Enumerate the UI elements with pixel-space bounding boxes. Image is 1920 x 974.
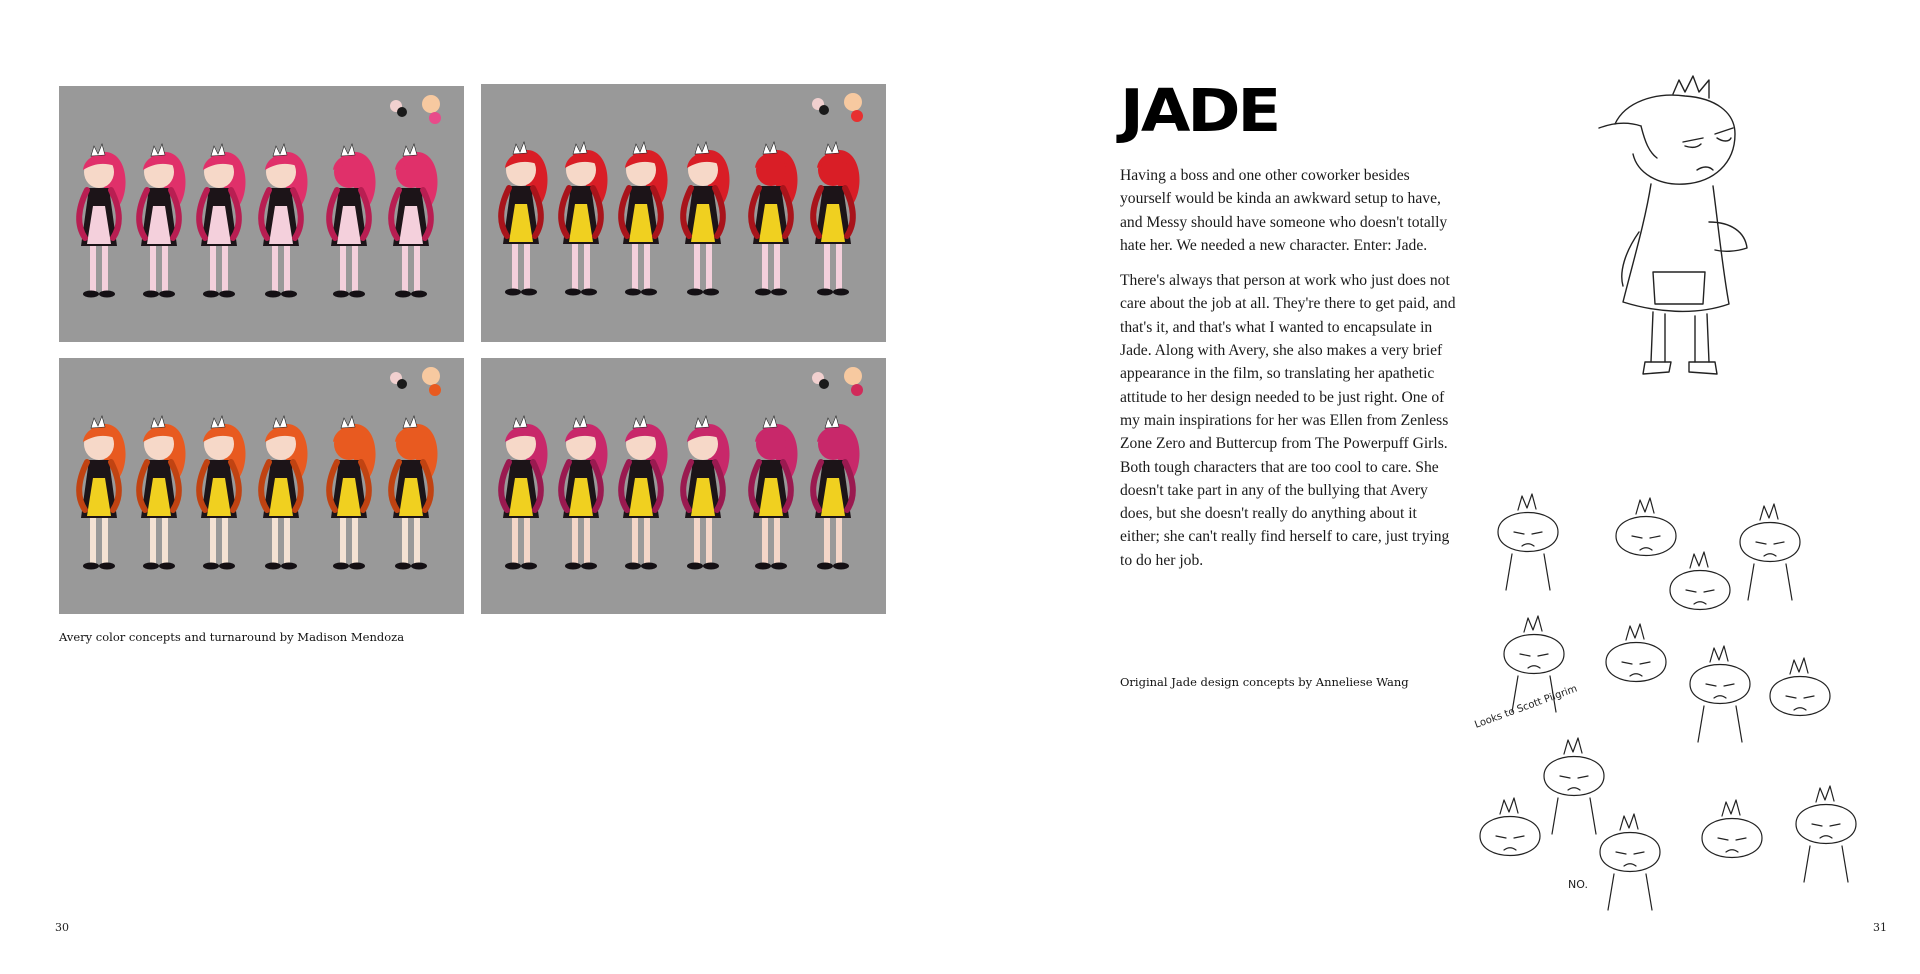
jade-standing-sketch [1585,72,1795,442]
character-figure [751,416,797,570]
sketch-head [1690,646,1750,742]
character-figure [329,144,375,298]
character-figure [79,144,125,298]
character-figure [683,142,729,296]
page-number-right: 31 [1873,921,1887,934]
sketch-head [1600,814,1660,910]
color-concept-panel-2 [481,84,886,342]
sketch-note-2: NO. [1568,878,1588,891]
page-number-left: 30 [55,921,69,934]
color-swatch [844,93,862,111]
sketch-head [1480,798,1540,856]
color-swatch [429,384,441,396]
character-figure [621,142,667,296]
sketch-head [1796,786,1856,882]
sketch-head [1740,504,1800,600]
character-figure [199,144,245,298]
color-swatch [851,384,863,396]
color-swatch [851,110,863,122]
color-concept-panel-4 [481,358,886,614]
sketch-head [1670,552,1730,610]
sketch-head [1498,494,1558,590]
sketch-note-1: Looks to Scott Pilgrim [1473,683,1579,731]
character-figure [391,416,437,570]
character-figure [391,144,437,298]
character-figure [501,142,547,296]
character-figure [621,416,667,570]
color-swatch [397,107,407,117]
color-swatch [422,367,440,385]
color-swatch [844,367,862,385]
sketch-head [1770,658,1830,716]
character-figure [79,416,125,570]
color-swatch [819,379,829,389]
color-swatch [422,95,440,113]
sketch-head [1702,800,1762,858]
body-text [1120,164,1458,584]
character-figure [139,416,185,570]
paragraph-2: There's always that person at work who just does not care about the job at all. They're there to get paid, and that's it, and that's what I wanted to encapsulate in Jade. Along with Avery, she also makes a very brief appearance in the film, so translating her apathetic attitude to her design needed to be just right. One of my main inspirations for her was Ellen from Zenless Zone Zero and Buttercup from The Powerpuff Girls. Both tough characters that are too cool to care. She doesn't take part in any of the bullying that Avery does, but she doesn't really do anything about it either; she can't really find herself to care, just trying to do her job. [1120,272,1456,569]
character-figure [561,416,607,570]
character-figure [199,416,245,570]
character-figure [139,144,185,298]
color-swatch [429,112,441,124]
paragraph-1: Having a boss and one other coworker besides yourself would be kinda an awkward setup to have, and Messy should have someone who doesn't totally hate her. We needed a new character. Enter: Jade. [1120,167,1448,254]
character-figure [261,416,307,570]
color-swatch [397,379,407,389]
color-swatch [819,105,829,115]
color-concept-panel-3 [59,358,464,614]
jade-concept-sketches [1470,478,1890,918]
sketch-head [1606,624,1666,682]
page-title: JADE [1120,77,1279,146]
character-figure [683,416,729,570]
character-figure [261,144,307,298]
character-figure [813,142,859,296]
sketch-head [1544,738,1604,834]
character-figure [329,416,375,570]
left-caption: Avery color concepts and turnaround by Madison Mendoza [59,630,405,644]
color-concept-panel-1 [59,86,464,342]
character-figure [561,142,607,296]
character-figure [813,416,859,570]
right-caption: Original Jade design concepts by Anneliese Wang [1120,675,1409,689]
character-figure [751,142,797,296]
sketch-head [1616,498,1676,556]
character-figure [501,416,547,570]
